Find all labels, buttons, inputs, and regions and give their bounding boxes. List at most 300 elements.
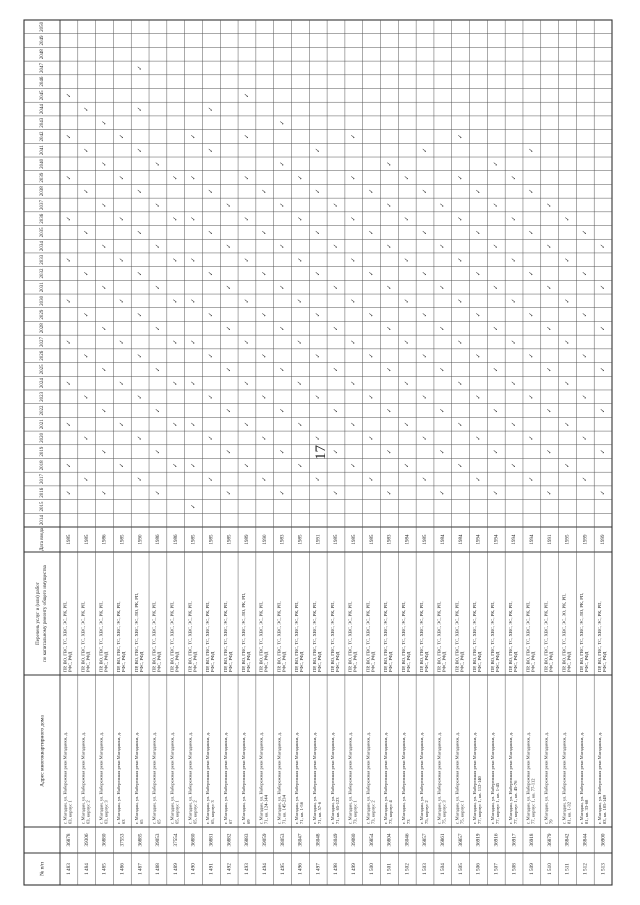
check-mark-icon: ✓ [190,421,197,427]
check-mark-icon: ✓ [368,476,375,482]
check-mark-icon: ✓ [440,284,447,290]
check-mark-icon: ✓ [101,325,108,331]
check-mark-icon: ✓ [279,120,286,126]
check-mark-icon: ✓ [155,449,162,455]
row-year-built: 1986 [173,534,179,545]
row-id: 39053 [155,833,162,847]
check-mark-icon: ✓ [190,175,197,181]
check-mark-icon: ✓ [511,298,518,304]
row-address: г. Магадан, ул. Набережная реки Магаданки, д.71, кв. 1-56 [294,732,305,824]
year-header: 2021 [40,419,46,430]
row-id: 38844 [582,833,589,847]
check-mark-icon: ✓ [279,243,286,249]
check-mark-icon: ✓ [137,229,144,235]
row-services: ПР, ВО, ГВС, ТС, ХВС, ЭС, РК, РП,РФС, РФД [169,601,180,672]
check-mark-icon: ✓ [600,449,607,455]
row-address: г. Магадан, ул. Набережная реки Магаданки, д.81, кв. 1-32 [561,732,572,824]
check-mark-icon: ✓ [475,270,482,277]
row-year-built: 1985 [84,534,90,545]
check-mark-icon: ✓ [368,312,375,318]
check-mark-icon: ✓ [190,339,197,345]
row-id: 36879 [546,833,553,847]
check-mark-icon: ✓ [493,325,500,331]
check-mark-icon: ✓ [600,243,607,249]
row-number: 1 496 [297,863,304,875]
check-mark-icon: ✓ [475,229,482,235]
row-address: г. Магадан, ул. Набережная реки Магаданки, д.65, корпус 1 [169,732,180,824]
check-mark-icon: ✓ [137,270,144,277]
check-mark-icon: ✓ [493,449,500,455]
page-number: 17 [313,445,329,460]
row-id: 36917 [511,833,518,847]
check-mark-icon: ✓ [458,133,465,139]
row-year-built: 1984 [405,534,411,545]
check-mark-icon: ✓ [529,394,536,400]
check-mark-icon: ✓ [440,325,447,331]
row-address: г. Магадан, ул. Набережная реки Магаданки, д.73, корпус 1 [347,732,358,824]
check-mark-icon: ✓ [493,161,500,167]
row-services: ПР, ВО, ГВС, ТС, ХВС, ЭС, РК, РП,РФС, РФД [205,601,216,672]
check-mark-icon: ✓ [564,298,571,304]
year-header: 2023 [40,391,46,402]
check-mark-icon: ✓ [208,147,215,153]
row-address: г. Магадан, ул. Набережная реки Магаданки, д.67 [222,732,233,824]
row-address: г. Магадан, ул. Набережная реки Магаданки, д.65, корпус 3 [205,732,216,824]
check-mark-icon: ✓ [101,284,108,290]
row-id: 39059 [261,833,268,847]
year-header: 2025 [40,364,46,375]
check-mark-icon: ✓ [190,216,197,222]
year-header: 2049 [40,35,46,46]
row-address: г. Магадан, ул. Набережная реки Магаданки, д.75, корпус 1 [454,732,465,824]
row-services: ПР, ВО, ГВС, ТС, ХВС, ЭС, РК, РП,РФС, РФД [187,601,198,672]
check-mark-icon: ✓ [244,216,251,222]
row-year-built: 1985 [67,534,73,545]
year-header: 2020 [40,432,46,443]
check-mark-icon: ✓ [244,92,251,98]
row-number: 1 512 [582,863,589,875]
check-mark-icon: ✓ [297,216,304,222]
year-header: 2042 [40,131,46,142]
check-mark-icon: ✓ [119,175,126,181]
row-services: ПР, ВО, ГВС, ТС, ХВС, ЭС, РК, РП,РФС, РФД [383,601,394,672]
row-services: ПР, ВО, ГВС, ТС, ХВС, ЭС, РК, РП,РФС, РФД [222,601,233,672]
check-mark-icon: ✓ [84,229,91,235]
year-header: 2046 [40,76,46,87]
check-mark-icon: ✓ [404,421,411,427]
row-number: 1 504 [440,863,447,875]
check-mark-icon: ✓ [404,257,411,263]
check-mark-icon: ✓ [84,394,91,400]
check-mark-icon: ✓ [262,476,269,482]
check-mark-icon: ✓ [84,106,91,112]
row-year-built: 1991 [547,534,553,545]
check-mark-icon: ✓ [493,408,500,414]
check-mark-icon: ✓ [208,312,215,318]
row-number: 1 484 [83,863,90,875]
row-id: 38842 [564,833,571,847]
year-header: 2035 [40,227,46,238]
check-mark-icon: ✓ [368,188,375,194]
row-year-built: 1983 [387,534,393,545]
check-mark-icon: ✓ [315,188,322,194]
row-id: 36857 [422,833,429,847]
row-address: г. Магадан, ул. Набережная реки Магаданки, д.69 [240,732,251,824]
row-services: ПР, ВО, ГВС, ТС, ХВС, ЭС, РК, РП,РФС, РФД [80,601,91,672]
row-year-built: 1999 [601,534,607,545]
check-mark-icon: ✓ [101,120,108,126]
check-mark-icon: ✓ [386,284,393,290]
row-id: 36880 [101,833,108,847]
check-mark-icon: ✓ [511,380,518,386]
check-mark-icon: ✓ [262,312,269,318]
check-mark-icon: ✓ [66,257,73,263]
row-address: г. Магадан, ул. Набережная реки Магаданки, д.75, корпус 2 [418,732,429,824]
row-services: ПР, ВО, ГВС, ТС, ХВС, ЭС, РК, РП,РФС, РФД [329,601,340,672]
check-mark-icon: ✓ [511,462,518,468]
check-mark-icon: ✓ [547,202,554,208]
check-mark-icon: ✓ [208,229,215,235]
check-mark-icon: ✓ [529,312,536,318]
check-mark-icon: ✓ [422,394,429,400]
check-mark-icon: ✓ [475,435,482,441]
check-mark-icon: ✓ [262,229,269,235]
check-mark-icon: ✓ [190,503,197,509]
row-number: 1 508 [511,863,518,875]
check-mark-icon: ✓ [297,339,304,345]
check-mark-icon: ✓ [190,257,197,263]
year-header: 2029 [40,309,46,320]
check-mark-icon: ✓ [208,270,215,277]
check-mark-icon: ✓ [493,490,500,496]
year-header: 2024 [40,378,46,389]
check-mark-icon: ✓ [547,408,554,414]
check-mark-icon: ✓ [101,408,108,414]
row-number: 1 511 [564,863,571,875]
check-mark-icon: ✓ [547,284,554,290]
row-number: 1 486 [119,863,126,875]
check-mark-icon: ✓ [582,312,589,318]
check-mark-icon: ✓ [440,408,447,414]
row-year-built: 1985 [298,534,304,545]
row-address: г. Магадан, ул. Набережная реки Магаданки, д.65 [151,732,162,824]
row-id: 37554 [172,833,179,847]
row-year-built: 1985 [423,534,429,545]
check-mark-icon: ✓ [173,298,180,304]
row-id: 38047 [297,833,304,847]
check-mark-icon: ✓ [511,421,518,427]
year-header: 2037 [40,199,46,210]
check-mark-icon: ✓ [84,147,91,153]
check-mark-icon: ✓ [582,476,589,482]
year-header: 2014 [40,515,46,526]
row-address: г. Магадан, ул. Набережная реки Магаданки, д.77, корпус 1, кв. 1-45 [490,732,501,824]
check-mark-icon: ✓ [493,284,500,290]
check-mark-icon: ✓ [190,380,197,386]
check-mark-icon: ✓ [315,476,322,482]
row-id: 36854 [368,833,375,847]
check-mark-icon: ✓ [475,394,482,400]
check-mark-icon: ✓ [600,284,607,290]
check-mark-icon: ✓ [458,257,465,263]
check-mark-icon: ✓ [119,462,126,468]
check-mark-icon: ✓ [315,147,322,153]
check-mark-icon: ✓ [226,243,233,249]
check-mark-icon: ✓ [529,229,536,235]
row-services: ПР, ВО, ГВС, ТС, ХВС, ЭС, РК, РП,РФС, РФД [116,601,127,672]
check-mark-icon: ✓ [600,408,607,414]
check-mark-icon: ✓ [511,175,518,181]
check-mark-icon: ✓ [155,325,162,331]
row-number: 1 510 [546,863,553,875]
row-year-built: 1984 [458,534,464,545]
check-mark-icon: ✓ [244,421,251,427]
check-mark-icon: ✓ [244,380,251,386]
year-header: 2026 [40,350,46,361]
row-id: 38046 [404,833,411,847]
year-header: 2030 [40,295,46,306]
year-header: 2048 [40,49,46,60]
row-services: ПР, ВО, ГВС, ТС, ХВС, ЭС, РК, РП,РФС, РФД [294,601,305,672]
check-mark-icon: ✓ [279,449,286,455]
check-mark-icon: ✓ [529,353,536,359]
year-header: 2033 [40,254,46,265]
row-services: ПР, ВО, ГВС, ТС, ХВС, ЭС, ЛО, РК, РП,РФС, РФД [133,592,144,672]
row-services: ПР, ВО, ГВС, ТС, ХВС, ЭС, РК, РП,РФС, РФД [401,601,412,672]
check-mark-icon: ✓ [529,147,536,153]
row-services: ПР, ВО, ГВС, ТС, ХВС, ЭС, РК, РП,РФС, РФД [454,601,465,672]
check-mark-icon: ✓ [297,298,304,304]
check-mark-icon: ✓ [244,339,251,345]
check-mark-icon: ✓ [101,366,108,372]
check-mark-icon: ✓ [137,394,144,400]
row-id: 36916 [493,833,500,847]
row-address: г. Магадан, ул. Набережная реки Магаданки, д.81, кв. 33-68 [579,732,590,824]
check-mark-icon: ✓ [66,421,73,427]
check-mark-icon: ✓ [226,325,233,331]
check-mark-icon: ✓ [262,188,269,194]
check-mark-icon: ✓ [226,284,233,290]
check-mark-icon: ✓ [119,421,126,427]
row-services: ПР, ВО, ГВС, ТС, ХВС, ЭС, ЛО, РК, РП,РФС, РФД [579,592,590,672]
check-mark-icon: ✓ [440,202,447,208]
check-mark-icon: ✓ [226,366,233,372]
check-mark-icon: ✓ [368,435,375,441]
check-mark-icon: ✓ [84,435,91,441]
check-mark-icon: ✓ [564,421,571,427]
row-number: 1 499 [350,863,357,875]
check-mark-icon: ✓ [137,312,144,318]
row-services: ПР, ВО, ГВС, ТС, ХВС, ЭС, РК, РП,РФС, РФД [436,601,447,672]
check-mark-icon: ✓ [564,257,571,263]
check-mark-icon: ✓ [137,188,144,194]
check-mark-icon: ✓ [101,490,108,496]
check-mark-icon: ✓ [84,353,91,359]
check-mark-icon: ✓ [440,366,447,372]
check-mark-icon: ✓ [475,353,482,359]
check-mark-icon: ✓ [386,325,393,331]
check-mark-icon: ✓ [547,325,554,331]
check-mark-icon: ✓ [404,298,411,304]
row-id: 38049 [333,833,340,847]
check-mark-icon: ✓ [66,133,73,139]
check-mark-icon: ✓ [458,175,465,181]
check-mark-icon: ✓ [351,462,358,468]
row-year-built: 1985 [351,534,357,545]
check-mark-icon: ✓ [386,202,393,208]
check-mark-icon: ✓ [66,298,73,304]
check-mark-icon: ✓ [386,366,393,372]
row-id: 38048 [315,833,322,847]
year-header: 2039 [40,172,46,183]
check-mark-icon: ✓ [440,490,447,496]
check-mark-icon: ✓ [262,353,269,359]
year-header: 2044 [40,104,46,115]
check-mark-icon: ✓ [422,353,429,359]
check-mark-icon: ✓ [493,202,500,208]
check-mark-icon: ✓ [333,490,340,496]
year-header: 2040 [40,158,46,169]
row-year-built: 1995 [565,534,571,545]
row-address: г. Магадан, ул. Набережная реки Магаданки, д.73, корпус 4 [383,732,394,824]
row-year-built: 1986 [156,534,162,545]
check-mark-icon: ✓ [386,449,393,455]
check-mark-icon: ✓ [244,257,251,263]
row-number: 1 503 [422,863,429,875]
check-mark-icon: ✓ [511,216,518,222]
check-mark-icon: ✓ [190,462,197,468]
check-mark-icon: ✓ [101,202,108,208]
check-mark-icon: ✓ [422,188,429,194]
row-services: ПР, ВО, ГВС, ТС, ХВС, ЭС, ЗО, РК, РП,РФС, РФД [561,593,572,672]
row-id: 36804 [386,833,393,847]
check-mark-icon: ✓ [155,366,162,372]
check-mark-icon: ✓ [244,175,251,181]
row-year-built: 1985 [334,534,340,545]
row-id: 37553 [119,833,126,847]
row-number: 1 507 [493,863,500,875]
row-address: г. Магадан, ул. Набережная реки Магаданки, д.63, корпус 3 [98,732,109,824]
row-address: г. Магадан, ул. Набережная реки Магаданки, д.63 [116,732,127,824]
check-mark-icon: ✓ [226,490,233,496]
year-header: 2015 [40,501,46,512]
row-services: ПР, ВО, ГВС, ТС, ХВС, ЭС, РК, РП,РФС, РФД [525,601,536,672]
header-num: № п/п [39,861,46,877]
check-mark-icon: ✓ [208,106,215,112]
row-services: ПР, ВО, ГВС, ТС, ХВС, ЭС, РК, РП,РФС, РФД [276,601,287,672]
check-mark-icon: ✓ [155,284,162,290]
year-header: 2032 [40,268,46,279]
row-number: 1 498 [333,863,340,875]
row-address: г. Магадан, ул. Набережная реки Магаданки, д.63, корпус 1 [62,732,73,824]
row-year-built: 1985 [120,534,126,545]
check-mark-icon: ✓ [529,188,536,194]
check-mark-icon: ✓ [119,216,126,222]
check-mark-icon: ✓ [600,366,607,372]
check-mark-icon: ✓ [155,490,162,496]
check-mark-icon: ✓ [422,312,429,318]
year-header: 2019 [40,446,46,457]
check-mark-icon: ✓ [315,229,322,235]
check-mark-icon: ✓ [137,65,144,71]
row-services: ПР, ВО, ГВС, ТС, ХВС, ЭС, РК, РП,РФС, РФД [98,601,109,672]
check-mark-icon: ✓ [475,188,482,194]
year-header: 2047 [40,62,46,73]
check-mark-icon: ✓ [440,449,447,455]
check-mark-icon: ✓ [297,257,304,263]
row-id: 38053 [279,833,286,847]
check-mark-icon: ✓ [404,216,411,222]
check-mark-icon: ✓ [119,133,126,139]
check-mark-icon: ✓ [582,353,589,359]
check-mark-icon: ✓ [190,133,197,139]
row-number: 1 492 [226,863,233,875]
row-address: г. Магадан, ул. Набережная реки Магаданки, д.77, корпус 1, кв. 112-140 [472,732,483,824]
check-mark-icon: ✓ [84,476,91,482]
check-mark-icon: ✓ [84,188,91,194]
check-mark-icon: ✓ [262,394,269,400]
check-mark-icon: ✓ [208,435,215,441]
row-id: 36883 [244,833,251,847]
check-mark-icon: ✓ [297,380,304,386]
check-mark-icon: ✓ [582,394,589,400]
year-header: 2041 [40,145,46,156]
check-mark-icon: ✓ [404,175,411,181]
row-address: г. Магадан, ул. Набережная реки Магаданки, д.71, кв. 65-123 [329,732,340,824]
check-mark-icon: ✓ [368,394,375,400]
row-address: г. Магадан, ул. Набережная реки Магаданки, д.73, корпус 2 [365,732,376,824]
row-id: 39306 [83,833,90,847]
check-mark-icon: ✓ [66,216,73,222]
row-year-built: 1984 [440,534,446,545]
row-services: ПР, ВО, ГВС, ТС, ХВС, ЭС, РК, РП,РФС, РФД [543,601,554,672]
row-year-built: 1990 [262,534,268,545]
row-number: 1 501 [386,863,393,875]
check-mark-icon: ✓ [279,161,286,167]
check-mark-icon: ✓ [600,325,607,331]
row-year-built: 1990 [138,534,144,545]
check-mark-icon: ✓ [226,449,233,455]
row-id: 36900 [600,833,607,847]
row-address: г. Магадан, ул. Набережная реки Магаданки, д.73 [401,732,412,824]
check-mark-icon: ✓ [262,435,269,441]
check-mark-icon: ✓ [279,202,286,208]
row-services: ПР, ВО, ГВС, ТС, ХВС, ЭС, РК, РП,РФС, РФД [418,601,429,672]
check-mark-icon: ✓ [262,270,269,277]
check-mark-icon: ✓ [404,339,411,345]
check-mark-icon: ✓ [582,229,589,235]
check-mark-icon: ✓ [458,339,465,345]
row-services: ПР, ВО, ГВС, ТС, ХВС, ЭС, РК, РП,РФС, РФД [507,601,518,672]
row-number: 1 497 [315,863,322,875]
check-mark-icon: ✓ [244,462,251,468]
row-year-built: 1986 [102,534,108,545]
check-mark-icon: ✓ [315,394,322,400]
year-header: 2017 [40,474,46,485]
row-number: 1 487 [137,863,144,875]
check-mark-icon: ✓ [315,353,322,359]
year-header: 2027 [40,337,46,348]
check-mark-icon: ✓ [368,270,375,277]
check-mark-icon: ✓ [493,366,500,372]
row-address: г. Магадан, ул. Набережная реки Магаданки, д.71, кв. 57-6 [311,732,322,824]
check-mark-icon: ✓ [208,353,215,359]
row-year-built: 1994 [512,534,518,545]
check-mark-icon: ✓ [422,270,429,277]
check-mark-icon: ✓ [564,216,571,222]
check-mark-icon: ✓ [244,133,251,139]
year-header: 2050 [40,21,46,32]
